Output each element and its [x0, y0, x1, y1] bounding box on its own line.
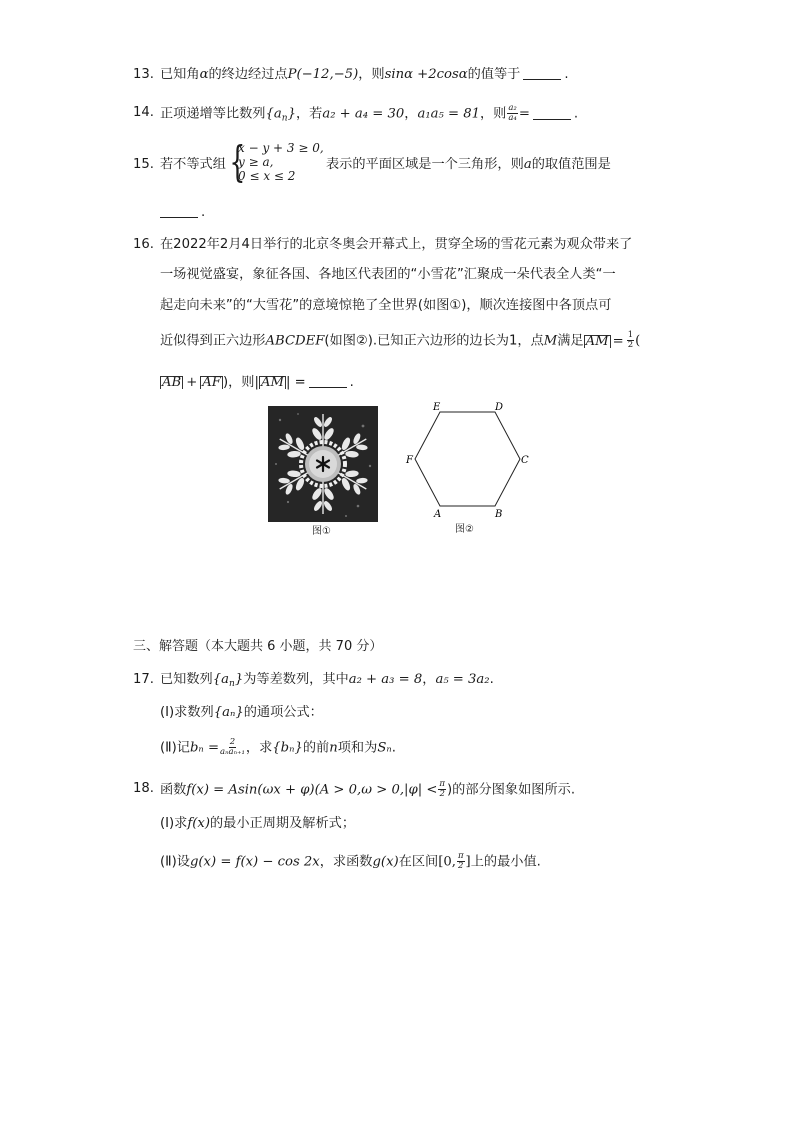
q16-half-bot: 2	[627, 340, 634, 350]
q18-part1	[160, 815, 355, 833]
q16-half-top: 1	[627, 330, 634, 340]
q14-fraction	[507, 104, 517, 123]
q16-plus: +	[186, 375, 198, 390]
q16-l4d: =	[612, 333, 624, 349]
q18-part2	[160, 852, 541, 872]
q14-frac-top: a₂	[508, 103, 517, 113]
q13-answer-blank	[523, 78, 561, 80]
q14-seq: {a	[265, 106, 282, 122]
q16-line4	[160, 331, 640, 351]
vertex-d-label: D	[495, 402, 504, 413]
q17-t3: ，	[422, 672, 436, 687]
q18-p2d: 上的最小值.	[470, 854, 541, 870]
q13-number: 13.	[133, 67, 154, 82]
q18-p1f: f(x)	[187, 816, 210, 831]
q16-vector-ab: AB	[162, 375, 182, 390]
hexagon-figure	[400, 400, 535, 520]
q17-part2	[160, 738, 396, 758]
q14-answer-blank	[533, 118, 571, 120]
q16-vector-am-abs: AM	[260, 375, 284, 390]
q15-answer-line	[160, 204, 205, 222]
q17-p1b: {aₙ}	[213, 705, 244, 720]
q17-p1c: 的通项公式：	[243, 705, 323, 720]
q18-int-bot: 2	[458, 861, 464, 871]
q15-t1: 若不等式组	[160, 157, 226, 172]
q17-number: 17.	[133, 672, 154, 687]
q18-p2a: (Ⅱ)设	[160, 854, 190, 870]
q16-half	[627, 331, 634, 350]
q17-seq-sub: n	[229, 679, 235, 689]
q14-seq-sub: n	[281, 113, 288, 124]
q18-p2g2: g(x)	[372, 854, 399, 870]
q18-pi-top: π	[439, 779, 445, 789]
q16-line2: 一场视觉盛宴，象征各国、各地区代表团的“小雪花”汇聚成一朵代表全人类“一	[160, 267, 616, 282]
q18-function: f(x) = Asin(ωx + φ)(A > 0,ω > 0,|φ| <	[186, 782, 438, 798]
q14-t4: ，则	[479, 106, 507, 122]
q16-line3: 起走向未来”的“大雪花”的意境惊艳了全世界(如图①)，顺次连接图中各顶点可	[160, 298, 612, 313]
q17-p2c: ，求	[245, 740, 273, 756]
q18-p2int-end: ]	[465, 854, 471, 870]
q15-t3: 的取值范围是	[531, 157, 611, 172]
section3-title: 三、解答题（本大题共 6 小题，共 70 分）	[133, 639, 383, 654]
q18-t2: )的部分图象如图所示.	[446, 782, 576, 798]
q14-t3: ，	[404, 106, 418, 122]
q16-l5b: | =	[285, 375, 306, 390]
q15-ineq-3: 0 ≤ x ≤ 2	[238, 169, 296, 183]
q14-t2: ，若	[295, 106, 323, 122]
q17-part1	[160, 704, 323, 722]
q18-p2c: 在区间	[398, 854, 439, 870]
q18-int-top: π	[457, 851, 464, 861]
q13-end: .	[564, 67, 569, 82]
q18-p2int: [0,	[438, 854, 456, 870]
q14-number: 14.	[133, 105, 154, 120]
fig2-caption: 图②	[455, 524, 474, 535]
q13-point: P(−12,−5)	[287, 67, 359, 82]
q16-l4e: (	[635, 333, 641, 349]
q16-vector-af: AF	[202, 375, 221, 390]
q18-t1: 函数	[160, 782, 187, 798]
q17-frac-top: 2	[229, 737, 236, 747]
q18-p1a: (Ⅰ)求	[160, 816, 188, 831]
q18-p1b: 的最小正周期及解析式；	[209, 816, 356, 831]
q15-end: .	[201, 205, 206, 220]
q16-point-m: M	[543, 333, 558, 349]
q17-seq-end: }	[234, 672, 244, 687]
q17-end: .	[489, 672, 494, 687]
q13-t2: 的终边经过点	[208, 67, 288, 82]
q18-pi-half	[438, 780, 446, 799]
q18-text	[160, 780, 575, 800]
snowflake-figure	[268, 406, 378, 522]
q18-number: 18.	[133, 781, 154, 796]
q15-ineq-1: x − y + 3 ≥ 0,	[238, 141, 324, 155]
q17-t2: 为等差数列，其中	[243, 672, 349, 687]
q13-alpha: α	[199, 67, 209, 82]
vertex-e-label: E	[433, 402, 441, 413]
q16-line1: 在2022年2月4日举行的北京冬奥会开幕式上，贯穿全场的雪花元素为观众带来了	[160, 237, 633, 252]
q15-text-rest	[326, 156, 611, 174]
q16-number: 16.	[133, 237, 154, 252]
q17-t1: 已知数列	[160, 672, 213, 687]
fig1-caption: 图①	[312, 526, 331, 537]
q14-text	[160, 104, 578, 128]
q15-left-brace: {	[229, 137, 246, 186]
q16-l5a: )，则|	[222, 375, 259, 390]
q16-hexagon-name: ABCDEF	[265, 333, 325, 349]
q15-t2: 表示的平面区域是一个三角形，则	[326, 157, 524, 172]
q18-interval-pi-half	[457, 852, 465, 871]
q17-p2n: n	[329, 740, 338, 756]
q14-eq: =	[518, 106, 530, 122]
q14-seq-end: }	[287, 106, 296, 122]
q16-l4a: 近似得到正六边形	[160, 333, 266, 349]
q13-text	[160, 66, 569, 84]
q17-p1a: (Ⅰ)求数列	[160, 705, 214, 720]
q17-p2end: .	[391, 740, 396, 756]
vertex-f-label: F	[406, 455, 413, 466]
q13-t4: 的值等于	[467, 67, 521, 82]
q15-ineq-2: y ≥ a,	[238, 155, 274, 169]
q17-cond1: a₂ + a₃ = 8	[348, 672, 423, 687]
q13-t1: 已知角	[160, 67, 200, 82]
q18-pi-bot: 2	[439, 789, 445, 799]
q17-seq: {a	[212, 672, 230, 687]
q16-end: .	[349, 375, 354, 390]
vertex-a-label: A	[434, 509, 442, 520]
q17-cond2: a₅ = 3a₂	[435, 672, 490, 687]
q14-cond1: a₂ + a₄ = 30	[322, 106, 405, 122]
q14-cond2: a₁a₅ = 81	[417, 106, 480, 122]
q17-fraction	[220, 738, 245, 757]
q18-p2b: ，求函数	[319, 854, 373, 870]
q17-frac-bot: aₙaₙ₊₁	[220, 747, 245, 757]
q17-p2d: {bₙ}	[272, 740, 303, 756]
q16-vector-am: AM	[585, 333, 609, 349]
q13-t3: ，则	[358, 67, 385, 82]
q17-p2s: Sₙ	[377, 740, 392, 756]
q13-expr: sinα +2cosα	[384, 67, 468, 82]
q17-text	[160, 671, 494, 693]
q17-p2b: bₙ =	[189, 740, 219, 756]
q16-l4c: 满足	[557, 333, 584, 349]
vertex-b-label: B	[495, 509, 503, 520]
q17-p2e: 的前	[302, 740, 330, 756]
q15-a: a	[523, 157, 532, 172]
q18-p2g: g(x) = f(x) − cos 2x	[189, 854, 320, 870]
q16-l4b: (如图②).已知正六边形的边长为1，点	[324, 333, 544, 349]
q16-line5	[160, 374, 354, 392]
q14-t1: 正项递增等比数列	[160, 106, 266, 122]
q16-answer-blank	[309, 386, 347, 388]
q15-answer-blank	[160, 216, 198, 218]
vertex-c-label: C	[521, 455, 529, 466]
q15-number: 15.	[133, 157, 154, 172]
q14-frac-bot: a₄	[508, 113, 517, 123]
q17-p2a: (Ⅱ)记	[160, 740, 190, 756]
q17-p2f: 项和为	[337, 740, 378, 756]
q14-end: .	[573, 106, 579, 122]
